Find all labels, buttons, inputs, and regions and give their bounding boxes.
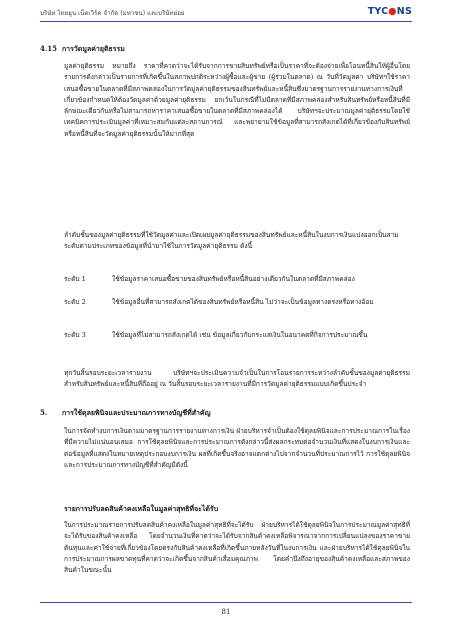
fair-value-hierarchy-intro: ลำดับชั้นของมูลค่ายุติธรรมที่ใช้วัดมูลค่าและเปิดเผยมูลค่ายุติธรรมของสินทรัพย์และหนี้สินในงบการเงินแบ่งออกเป็นสามระดับตามประเภทของข้อมูลที่นำมาใช้ในการวัดมูลค่ายุติธรรม ดังนี้	[64, 231, 399, 251]
footer-divider	[40, 602, 412, 603]
section-5-heading	[40, 408, 211, 419]
section-4-15-heading	[40, 44, 125, 55]
logo-text-main: TYC	[367, 6, 389, 17]
section-title: การวัดมูลค่ายุติธรรม	[61, 44, 125, 53]
hierarchy-transfer-paragraph: ทุกวันสิ้นรอบระยะเวลารายงาน บริษัทฯจะประเมินความจำเป็นในการโอนรายการระหว่างลำดับชั้นของมูลค่ายุติธรรมสำหรับสินทรัพย์และหนี้สินที่ถืออยู่ ณ วันสิ้นรอบระยะเวลารายงานที่มีการวัดมูลค่ายุติธรรมแบบเกิดขึ้นประจำ	[64, 369, 410, 389]
logo-dot-icon: ●	[388, 6, 397, 17]
section-title: การใช้ดุลยพินิจและประมาณการทางบัญชีที่สำคัญ	[61, 408, 211, 417]
level-description: ใช้ข้อมูลราคาเสนอซื้อขายของสินทรัพย์หรือหนี้สินอย่างเดียวกันในตลาดที่มีสภาพคล่อง	[112, 275, 355, 283]
judgement-estimates-paragraph: ในการจัดทำงบการเงินตามมาตรฐานการรายงานทางการเงิน ฝ่ายบริหารจำเป็นต้องใช้ดุลยพินิจและการประมาณการในเรื่องที่มีความไม่แน่นอนเสมอ การใช้ดุลยพินิจและการประมาณการดังกล่าวนี้ส่งผลกระทบต่อจำนวนเงินที่แสดงในงบการเงินและต่อข้อมูลที่แสดงในหมายเหตุประกอบงบการเงิน ผลที่เกิดขึ้นจริงอาจแตกต่างไปจากจำนวนที่ประมาณการไว้ การใช้ดุลยพินิจและการประมาณการทางบัญชีที่สำคัญมีดังนี้	[64, 427, 410, 469]
header-divider	[40, 21, 412, 22]
inventory-writedown-paragraph: ในการประมาณรายการปรับลดสินค้าคงเหลือในมูลค่าสุทธิที่จะได้รับ ฝ่ายบริหารได้ใช้ดุลยพินิจในการประมาณมูลค่าสุทธิที่จะได้รับของสินค้าคงเหลือ โดยจำนวนเงินที่คาดว่าจะได้รับจากสินค้าคงเหลือพิจารณาจากการเปลี่ยนแปลงของราคาขาย ต้นทุนและค่าใช้จ่ายที่เกี่ยวข้องโดยตรงกับสินค้าคงเหลือที่เกิดขึ้นภายหลังวันที่ในงบการเงิน และฝ่ายบริหารได้ใช้ดุลยพินิจในการประมาณการผลขาดทุนที่คาดว่าจะเกิดขึ้นจากสินค้าเสื่อมคุณภาพ โดยคำนึงถึงอายุของสินค้าคงเหลือและสภาพของสินค้าในขณะนั้น	[64, 521, 410, 575]
level-label: ระดับ 1	[64, 275, 86, 283]
logo-text-tail: NS	[396, 6, 412, 17]
inventory-subheading: รายการปรับลดสินค้าคงเหลือในมูลค่าสุทธิที่จะได้รับ	[64, 504, 219, 513]
level-label: ระดับ 3	[64, 331, 86, 339]
section-number: 4.15	[40, 44, 58, 53]
page-header	[40, 6, 412, 20]
level-description: ใช้ข้อมูลที่ไม่สามารถสังเกตได้ เช่น ข้อมูลเกี่ยวกับกระแสเงินในอนาคตที่กิจการประมาณขึ้น	[112, 331, 368, 339]
section-number: 5.	[40, 408, 48, 417]
fair-value-definition-paragraph: มูลค่ายุติธรรม หมายถึง ราคาที่คาดว่าจะได้รับจากการขายสินทรัพย์หรือเป็นราคาที่จะต้องจ่ายเพื่อโอนหนี้สินให้ผู้อื่นโดยรายการดังกล่าวเป็นรายการที่เกิดขึ้นในสภาพปกติระหว่างผู้ซื้อและผู้ขาย (ผู้ร่วมในตลาด) ณ วันที่วัดมูลค่า บริษัทฯใช้ราคาเสนอซื้อขายในตลาดที่มีสภาพคล่องในการวัดมูลค่ายุติธรรมของสินทรัพย์และหนี้สินซึ่งมาตรฐานการรายงานทางการเงินที่เกี่ยวข้องกำหนดให้ต้องวัดมูลค่าด้วยมูลค่ายุติธรรม ยกเว้นในกรณีที่ไม่มีตลาดที่มีสภาพคล่องสำหรับสินทรัพย์หรือหนี้สินที่มีลักษณะเดียวกันหรือไม่สามารถหาราคาเสนอซื้อขายในตลาดที่มีสภาพคล่องได้ บริษัทฯจะประมาณมูลค่ายุติธรรมโดยใช้เทคนิคการประเมินมูลค่าที่เหมาะสมกับแต่ละสถานการณ์ และพยายามใช้ข้อมูลที่สามารถสังเกตได้ที่เกี่ยวข้องกับสินทรัพย์หรือหนี้สินที่จะวัดมูลค่ายุติธรรมนั้นให้มากที่สุด	[64, 62, 410, 138]
page-number: 81	[221, 608, 231, 616]
level-description: ใช้ข้อมูลอื่นที่สามารถสังเกตได้ของสินทรัพย์หรือหนี้สิน ไม่ว่าจะเป็นข้อมูลทางตรงหรือทางอ้อม	[112, 298, 374, 306]
company-logo	[368, 6, 412, 17]
company-name: บริษัท ไทยยูน เน็ตเวิร์ค จำกัด (มหาชน) และบริษัทย่อย	[40, 10, 185, 17]
level-label: ระดับ 2	[64, 298, 86, 306]
